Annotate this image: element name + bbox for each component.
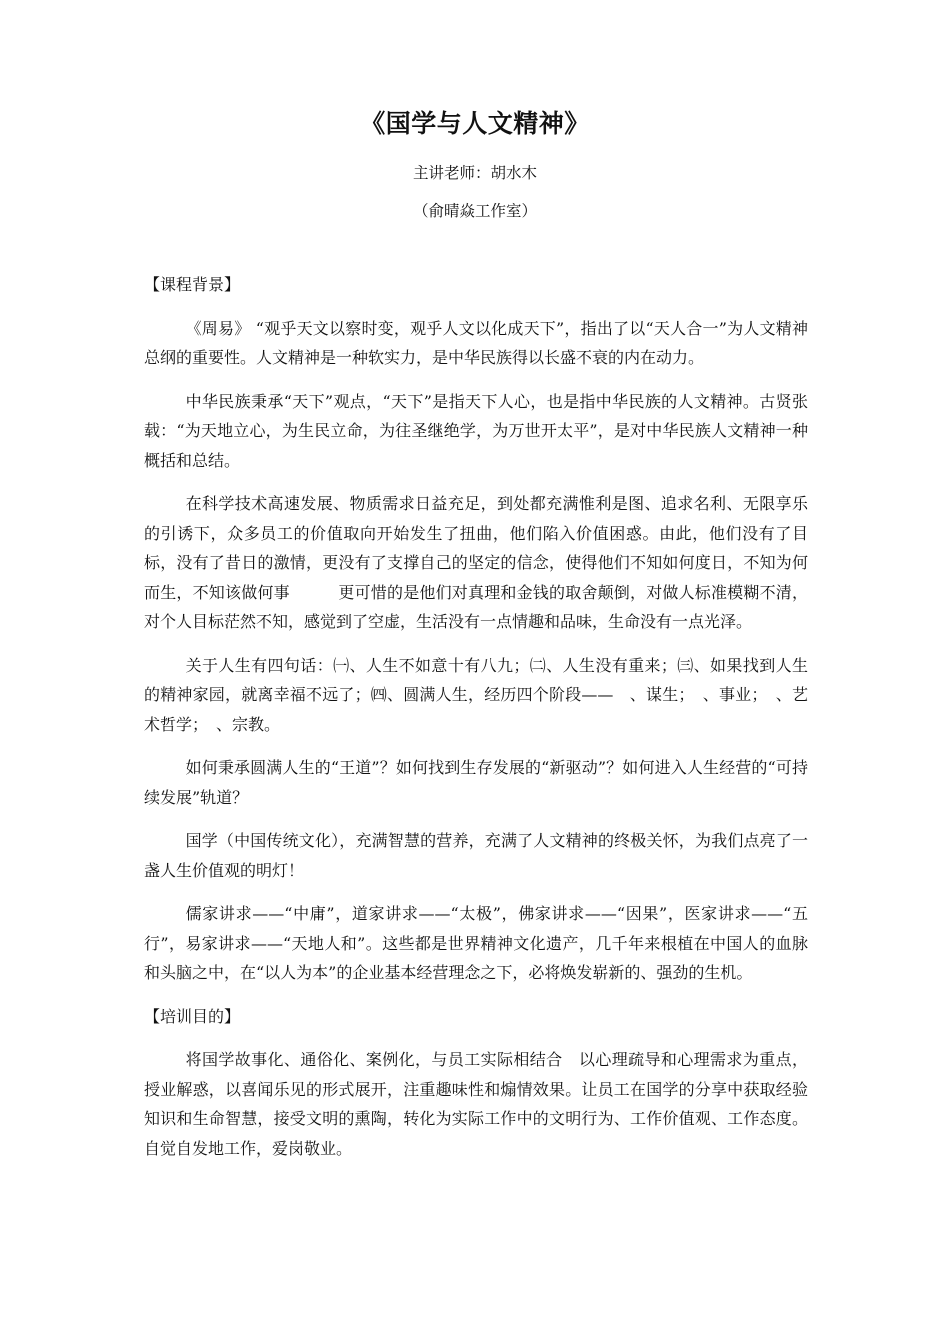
background-paragraph: 儒家讲求——“中庸”，道家讲求——“太极”，佛家讲求——“因果”，医家讲求——“五行”，易家讲求——“天地人和”。这些都是世界精神文化遗产，几千年来根植在中国人的血脉和头脑之中，在“以人为本”的企业基本经营理念之下，必将焕发崭新的、强劲的生机。: [144, 904, 808, 982]
document-title: 《国学与人文精神》: [360, 109, 590, 138]
background-paragraph: 《周易》 “观乎天文以察时变，观乎人文以化成天下”，指出了以“天人合一”为人文精神总纲的重要性。人文精神是一种软实力，是中华民族得以长盛不衰的内在动力。: [144, 318, 808, 367]
section-heading-objectives: 【培训目的】: [144, 1006, 241, 1026]
background-paragraph: 中华民族秉承“天下”观点，“天下”是指天下人心，也是指中华民族的人文精神。古贤张载：“为天地立心，为生民立命，为往圣继绝学，为万世开太平”，是对中华民族人文精神一种概括和总结。: [144, 391, 808, 470]
background-paragraph: 国学（中国传统文化），充满智慧的营养，充满了人文精神的终极关怀，为我们点亮了一盏人生价值观的明灯！: [144, 831, 808, 880]
section-heading-background: 【课程背景】: [144, 275, 241, 294]
background-paragraph: 在科学技术高速发展、物质需求日益充足，到处都充满惟利是图、追求名利、无限享乐的引诱下，众多员工的价值取向开始发生了扭曲，他们陷入价值困惑。由此，他们没有了目标，没有了昔日的激情，更没有了支撑自己的坚定的信念，使得他们不知如何度日，不知为何而生，不知该做何事 更可惜的是他们对真理和金钱的取舍颠倒，对做人标准模糊不清，对个人目标茫然不知，感觉到了空虚，生活没有一点情趣和品味，生命没有一点光泽。: [144, 494, 808, 631]
studio-line: （俞晴焱工作室）: [412, 202, 537, 220]
document-body: [144, 270, 808, 1177]
background-paragraph: 关于人生有四句话：㈠、人生不如意十有八九；㈡、人生没有重来；㈢、如果找到人生的精神家园，就离幸福不远了；㈣、圆满人生，经历四个阶段—— 、谋生； 、事业； 、艺术哲学； 、宗教。: [144, 655, 808, 734]
lecturer-line: 主讲老师：胡水木: [412, 164, 537, 182]
background-paragraph: 如何秉承圆满人生的“王道”？如何找到生存发展的“新驱动”？如何进入人生经营的“可持续发展”轨道？: [144, 758, 808, 807]
objectives-paragraph: 将国学故事化、通俗化、案例化，与员工实际相结合 以心理疏导和心理需求为重点，授业解惑，以喜闻乐见的形式展开，注重趣味性和煽情效果。让员工在国学的分享中获取经验知识和生命智慧，接受文明的熏陶，转化为实际工作中的文明行为、工作价值观、工作态度。自觉自发地工作，爱岗敬业。: [144, 1050, 808, 1158]
